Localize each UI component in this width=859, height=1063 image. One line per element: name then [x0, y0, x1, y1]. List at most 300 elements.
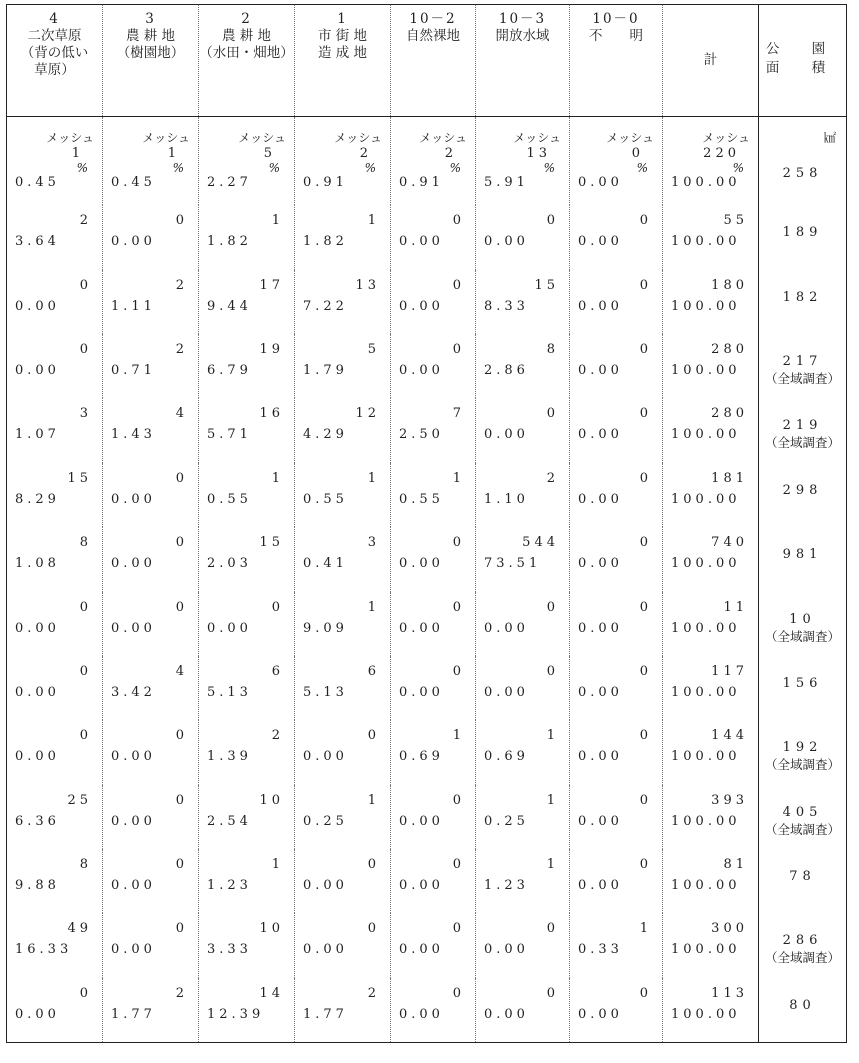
count-value: 0 [175, 470, 188, 486]
data-cell [103, 270, 199, 334]
mesh-unit-label: メッシュ [702, 130, 750, 145]
data-cell [570, 463, 663, 527]
data-cell [663, 116, 759, 205]
count-value: 2 [546, 470, 559, 486]
percent-value: 16.33 [15, 942, 73, 958]
data-cell [199, 656, 295, 720]
area-cell [759, 205, 847, 269]
count-value: 0 [175, 599, 188, 615]
count-value: 0 [175, 728, 188, 744]
data-cell [570, 592, 663, 656]
column-code: 4 [49, 11, 60, 27]
count-value: 1 [452, 728, 465, 744]
mesh-unit-label: メッシュ [419, 130, 467, 145]
percent-value: 0.00 [399, 877, 444, 893]
count-value: 7 [452, 406, 465, 422]
percent-value: 0.00 [15, 620, 60, 636]
data-cell [199, 463, 295, 527]
percent-value: 8.29 [15, 491, 60, 507]
table-row [7, 720, 847, 784]
percent-value: 8.33 [484, 298, 529, 314]
mesh-unit-label: メッシュ [606, 130, 654, 145]
percent-symbol: % [732, 160, 744, 175]
data-cell [663, 334, 759, 398]
table-row [7, 849, 847, 913]
data-cell [391, 849, 476, 913]
data-cell [199, 334, 295, 398]
data-cell [391, 270, 476, 334]
count-value: 0 [546, 985, 559, 1001]
percent-value: 0.91 [303, 174, 348, 190]
count-value: 13 [526, 145, 551, 161]
count-value: 0 [452, 535, 465, 551]
area-cell [759, 527, 847, 591]
count-value: 55 [723, 213, 748, 229]
data-cell [391, 785, 476, 849]
area-value: 192 [782, 740, 823, 756]
count-value: 14 [259, 985, 284, 1001]
data-cell [295, 913, 391, 977]
data-cell [476, 398, 570, 462]
area-value: 981 [782, 547, 823, 563]
data-cell [103, 463, 199, 527]
count-value: 544 [522, 535, 559, 551]
data-cell [295, 527, 391, 591]
percent-value: 0.00 [111, 620, 156, 636]
mesh-unit-label: メッシュ [334, 130, 382, 145]
data-cell [103, 334, 199, 398]
area-cell [759, 913, 847, 977]
percent-value: 0.00 [15, 684, 60, 700]
count-value: 0 [367, 921, 380, 937]
data-cell [103, 978, 199, 1043]
data-cell [476, 527, 570, 591]
data-cell [663, 463, 759, 527]
data-cell [7, 592, 103, 656]
percent-value: 0.55 [207, 491, 252, 507]
percent-symbol: % [364, 160, 376, 175]
count-value: 0 [639, 406, 652, 422]
percent-value: 1.77 [111, 1006, 156, 1022]
count-value: 300 [711, 921, 748, 937]
percent-value: 0.00 [399, 942, 444, 958]
count-value: 0 [175, 856, 188, 872]
data-cell [7, 398, 103, 462]
count-value: 0 [546, 406, 559, 422]
data-cell [476, 116, 570, 205]
data-cell [199, 398, 295, 462]
count-value: 13 [355, 277, 380, 293]
percent-value: 0.00 [303, 877, 348, 893]
table-row [7, 270, 847, 334]
percent-value: 0.00 [15, 1006, 60, 1022]
percent-symbol: % [268, 160, 280, 175]
area-cell [759, 720, 847, 784]
data-cell [570, 527, 663, 591]
count-value: 4 [175, 663, 188, 679]
column-name: 市 街 地 造 成 地 [317, 28, 368, 61]
count-value: 15 [67, 470, 92, 486]
table-row [7, 334, 847, 398]
percent-value: 0.00 [15, 363, 60, 379]
count-value: 0 [452, 792, 465, 808]
data-cell [103, 205, 199, 269]
percent-value: 1.10 [484, 491, 529, 507]
percent-value: 2.54 [207, 813, 252, 829]
percent-value: 1.23 [484, 877, 529, 893]
count-value: 0 [79, 342, 92, 358]
data-cell [199, 205, 295, 269]
data-cell [199, 785, 295, 849]
percent-value: 100.00 [671, 363, 741, 379]
area-cell [759, 785, 847, 849]
data-cell [7, 978, 103, 1043]
count-value: 0 [175, 213, 188, 229]
percent-value: 100.00 [671, 234, 741, 250]
count-value: 0 [452, 921, 465, 937]
percent-value: 0.55 [399, 491, 444, 507]
count-value: 0 [639, 535, 652, 551]
data-cell [391, 527, 476, 591]
table-row [7, 205, 847, 269]
count-value: 0 [452, 856, 465, 872]
percent-value: 12.39 [207, 1006, 265, 1022]
percent-value: 0.00 [303, 942, 348, 958]
area-cell [759, 116, 847, 205]
data-cell [663, 270, 759, 334]
data-cell [476, 205, 570, 269]
table-row [7, 785, 847, 849]
area-value: 189 [782, 225, 823, 241]
data-cell [295, 785, 391, 849]
count-value: 2 [444, 145, 457, 161]
header-row [7, 5, 847, 117]
count-value: 393 [711, 792, 748, 808]
area-header-line2: 面 積 [765, 60, 840, 76]
area-cell [759, 270, 847, 334]
percent-value: 0.00 [111, 556, 156, 572]
percent-value: 0.00 [484, 620, 529, 636]
data-cell [391, 116, 476, 205]
count-value: 0 [79, 277, 92, 293]
count-value: 16 [259, 406, 284, 422]
count-value: 0 [639, 856, 652, 872]
percent-symbol: % [449, 160, 461, 175]
percent-value: 0.33 [578, 942, 623, 958]
area-cell [759, 334, 847, 398]
count-value: 0 [367, 856, 380, 872]
percent-value: 6.79 [207, 363, 252, 379]
data-cell [7, 334, 103, 398]
percent-value: 0.00 [578, 298, 623, 314]
count-value: 1 [271, 213, 284, 229]
count-value: 0 [79, 728, 92, 744]
data-cell [476, 334, 570, 398]
column-header [476, 5, 570, 117]
data-cell [295, 334, 391, 398]
data-cell [7, 463, 103, 527]
percent-value: 0.00 [15, 749, 60, 765]
column-name: 農 耕 地 （水田・畑地） [199, 28, 294, 61]
count-value: 0 [452, 213, 465, 229]
count-value: 1 [271, 856, 284, 872]
data-cell [570, 849, 663, 913]
column-header [391, 5, 476, 117]
count-value: 2 [175, 277, 188, 293]
count-value: 0 [452, 985, 465, 1001]
count-value: 2 [175, 342, 188, 358]
percent-value: 0.45 [111, 174, 156, 190]
column-name: 二次草原 （背の低い 草原） [20, 28, 89, 78]
percent-value: 100.00 [671, 877, 741, 893]
percent-value: 2.27 [207, 174, 252, 190]
data-cell [199, 592, 295, 656]
data-cell [391, 913, 476, 977]
percent-value: 9.88 [15, 877, 60, 893]
percent-value: 0.00 [111, 749, 156, 765]
column-header [570, 5, 663, 117]
count-value: 0 [452, 663, 465, 679]
count-value: 2 [79, 213, 92, 229]
percent-value: 1.11 [111, 298, 156, 314]
mesh-unit-label: メッシュ [238, 130, 286, 145]
table-row [7, 527, 847, 591]
data-cell [476, 720, 570, 784]
percent-value: 0.25 [484, 813, 529, 829]
count-value: 0 [639, 470, 652, 486]
percent-value: 100.00 [671, 942, 741, 958]
percent-value: 100.00 [671, 556, 741, 572]
percent-symbol: % [172, 160, 184, 175]
data-cell [663, 205, 759, 269]
area-cell [759, 398, 847, 462]
count-value: 0 [546, 921, 559, 937]
count-value: 181 [711, 470, 748, 486]
area-cell [759, 656, 847, 720]
mesh-unit-label: メッシュ [46, 130, 94, 145]
percent-value: 0.00 [578, 1006, 623, 1022]
percent-value: 100.00 [671, 491, 741, 507]
data-cell [570, 334, 663, 398]
count-value: 1 [452, 470, 465, 486]
count-value: 15 [259, 535, 284, 551]
data-cell [476, 463, 570, 527]
count-value: 0 [452, 277, 465, 293]
area-value: 258 [782, 165, 823, 181]
data-cell [7, 913, 103, 977]
count-value: 1 [167, 145, 180, 161]
percent-value: 0.00 [578, 749, 623, 765]
percent-symbol: % [636, 160, 648, 175]
area-header-line1: 公 園 [765, 41, 840, 57]
column-name: 開放水域 [495, 28, 550, 44]
percent-value: 2.86 [484, 363, 529, 379]
percent-value: 0.00 [399, 234, 444, 250]
percent-value: 0.45 [15, 174, 60, 190]
column-code: 10－3 [498, 11, 547, 27]
column-code: 3 [145, 11, 156, 27]
percent-value: 0.00 [578, 174, 623, 190]
column-name: 農 耕 地 （樹園地） [116, 28, 185, 61]
percent-value: 0.00 [111, 491, 156, 507]
data-cell [103, 785, 199, 849]
count-value: 0 [175, 921, 188, 937]
data-cell [7, 656, 103, 720]
count-value: 6 [367, 663, 380, 679]
count-value: 10 [259, 792, 284, 808]
percent-value: 5.71 [207, 427, 252, 443]
area-value: 219 [782, 418, 823, 434]
count-value: 0 [452, 342, 465, 358]
percent-value: 1.79 [303, 363, 348, 379]
count-value: 19 [259, 342, 284, 358]
percent-value: 0.00 [578, 620, 623, 636]
data-cell [391, 463, 476, 527]
percent-value: 0.00 [15, 298, 60, 314]
percent-value: 0.00 [303, 749, 348, 765]
column-code: 2 [241, 11, 252, 27]
percent-value: 100.00 [671, 298, 741, 314]
data-cell [570, 978, 663, 1043]
data-cell [295, 463, 391, 527]
area-note: （全域調査） [764, 950, 840, 966]
data-cell [663, 849, 759, 913]
data-cell [476, 913, 570, 977]
count-value: 1 [367, 792, 380, 808]
data-cell [199, 849, 295, 913]
percent-value: 5.91 [484, 174, 529, 190]
data-cell [103, 592, 199, 656]
count-value: 0 [175, 792, 188, 808]
percent-value: 0.55 [303, 491, 348, 507]
percent-value: 0.00 [578, 556, 623, 572]
count-value: 1 [639, 921, 652, 937]
data-cell [103, 398, 199, 462]
count-value: 0 [639, 599, 652, 615]
data-cell [295, 849, 391, 913]
percent-value: 9.09 [303, 620, 348, 636]
count-value: 81 [723, 856, 748, 872]
count-value: 1 [367, 470, 380, 486]
area-note: （全域調査） [764, 757, 840, 773]
area-value: 78 [789, 868, 816, 884]
data-cell [7, 849, 103, 913]
area-value: 405 [782, 804, 823, 820]
column-name: 計 [703, 51, 718, 68]
count-value: 5 [367, 342, 380, 358]
percent-value: 0.00 [399, 813, 444, 829]
percent-value: 73.51 [484, 556, 542, 572]
percent-value: 1.08 [15, 556, 60, 572]
data-cell [476, 785, 570, 849]
percent-value: 4.29 [303, 427, 348, 443]
column-header [103, 5, 199, 117]
count-value: 12 [355, 406, 380, 422]
count-value: 2 [271, 728, 284, 744]
count-value: 280 [711, 406, 748, 422]
count-value: 0 [546, 663, 559, 679]
percent-value: 2.50 [399, 427, 444, 443]
percent-value: 0.00 [111, 234, 156, 250]
percent-value: 0.00 [484, 684, 529, 700]
data-cell [295, 656, 391, 720]
column-code: 10－0 [592, 11, 640, 27]
count-value: 5 [263, 145, 276, 161]
area-note: （全域調査） [764, 628, 840, 644]
count-value: 49 [67, 921, 92, 937]
count-value: 0 [639, 277, 652, 293]
table-row [7, 592, 847, 656]
data-cell [663, 785, 759, 849]
percent-value: 0.00 [111, 813, 156, 829]
percent-value: 0.69 [484, 749, 529, 765]
percent-value: 5.13 [303, 684, 348, 700]
count-value: 1 [271, 470, 284, 486]
area-cell [759, 978, 847, 1043]
percent-value: 3.33 [207, 942, 252, 958]
percent-value: 100.00 [671, 684, 741, 700]
count-value: 17 [259, 277, 284, 293]
count-value: 4 [175, 406, 188, 422]
percent-value: 0.00 [399, 298, 444, 314]
percent-value: 0.00 [578, 427, 623, 443]
data-cell [570, 720, 663, 784]
count-value: 220 [703, 145, 740, 161]
percent-value: 0.00 [578, 684, 623, 700]
count-value: 0 [639, 213, 652, 229]
data-cell [391, 656, 476, 720]
percent-value: 0.71 [111, 363, 156, 379]
data-cell [663, 398, 759, 462]
count-value: 0 [452, 599, 465, 615]
count-value: 0 [175, 535, 188, 551]
data-cell [295, 116, 391, 205]
count-value: 0 [546, 213, 559, 229]
percent-value: 0.69 [399, 749, 444, 765]
count-value: 0 [546, 599, 559, 615]
column-code: 10－2 [409, 11, 457, 27]
data-cell [476, 270, 570, 334]
table-row [7, 398, 847, 462]
data-cell [663, 592, 759, 656]
area-value: 286 [782, 933, 823, 949]
table-row [7, 978, 847, 1043]
percent-value: 1.23 [207, 877, 252, 893]
count-value: 1 [546, 856, 559, 872]
percent-value: 0.91 [399, 174, 444, 190]
column-header [295, 5, 391, 117]
percent-value: 0.00 [399, 684, 444, 700]
table-row [7, 656, 847, 720]
percent-value: 1.07 [15, 427, 60, 443]
area-unit-label: ㎢ [823, 130, 836, 145]
data-cell [570, 116, 663, 205]
percent-symbol: % [543, 160, 555, 175]
data-cell [391, 978, 476, 1043]
area-value: 10 [789, 611, 816, 627]
percent-value: 0.00 [207, 620, 252, 636]
data-cell [103, 849, 199, 913]
percent-value: 5.13 [207, 684, 252, 700]
area-note: （全域調査） [764, 371, 840, 387]
data-cell [199, 116, 295, 205]
count-value: 1 [367, 213, 380, 229]
percent-value: 0.00 [484, 427, 529, 443]
percent-value: 100.00 [671, 1006, 741, 1022]
area-note: （全域調査） [764, 821, 840, 837]
data-cell [7, 785, 103, 849]
percent-value: 3.64 [15, 234, 60, 250]
